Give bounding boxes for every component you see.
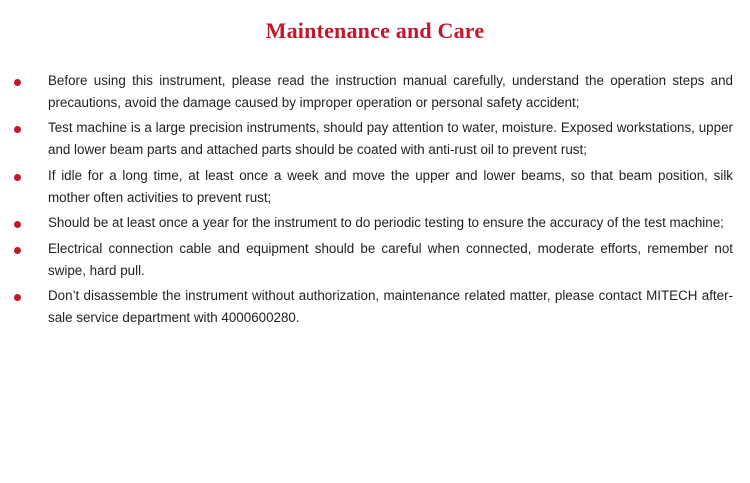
list-item: [0, 212, 750, 234]
bullet-dot-icon: [0, 238, 34, 254]
list-item-text: Before using this instrument, please read the instruction manual carefully, understand the operation steps and precautions, avoid the damage caused by improper operation or personal safety accident;: [48, 73, 733, 110]
list-item: [0, 238, 750, 281]
list-item-text: Should be at least once a year for the instrument to do periodic testing to ensure the accuracy of the test machine;: [48, 215, 724, 231]
list-item-text: Test machine is a large precision instruments, should pay attention to water, moisture. Exposed workstations, upper and lower beam parts and attached parts should be coated with anti-rust oil to prevent rust;: [48, 120, 733, 158]
list-item-text: Don’t disassemble the instrument without authorization, maintenance related matter, please contact MITECH after-sale service department with 4000600280.: [48, 288, 733, 326]
bullet-dot-icon: [0, 70, 34, 86]
list-item-text: Electrical connection cable and equipment should be careful when connected, moderate efforts, remember not swipe, hard pull.: [48, 240, 733, 278]
bullet-dot-icon: [0, 165, 34, 181]
bullet-dot-icon: [0, 285, 34, 301]
bullet-dot-icon: [0, 117, 34, 133]
list-item: [0, 117, 750, 160]
bullet-dot-icon: [0, 212, 34, 228]
list-item: [0, 70, 750, 113]
maintenance-bullet-list: [0, 70, 750, 329]
list-item: [0, 285, 750, 328]
page-title: Maintenance and Care: [265, 18, 485, 43]
list-item-text: If idle for a long time, at least once a week and move the upper and lower beams, so that beam position, silk mother often activities to prevent rust;: [48, 167, 733, 205]
list-item: [0, 165, 750, 208]
